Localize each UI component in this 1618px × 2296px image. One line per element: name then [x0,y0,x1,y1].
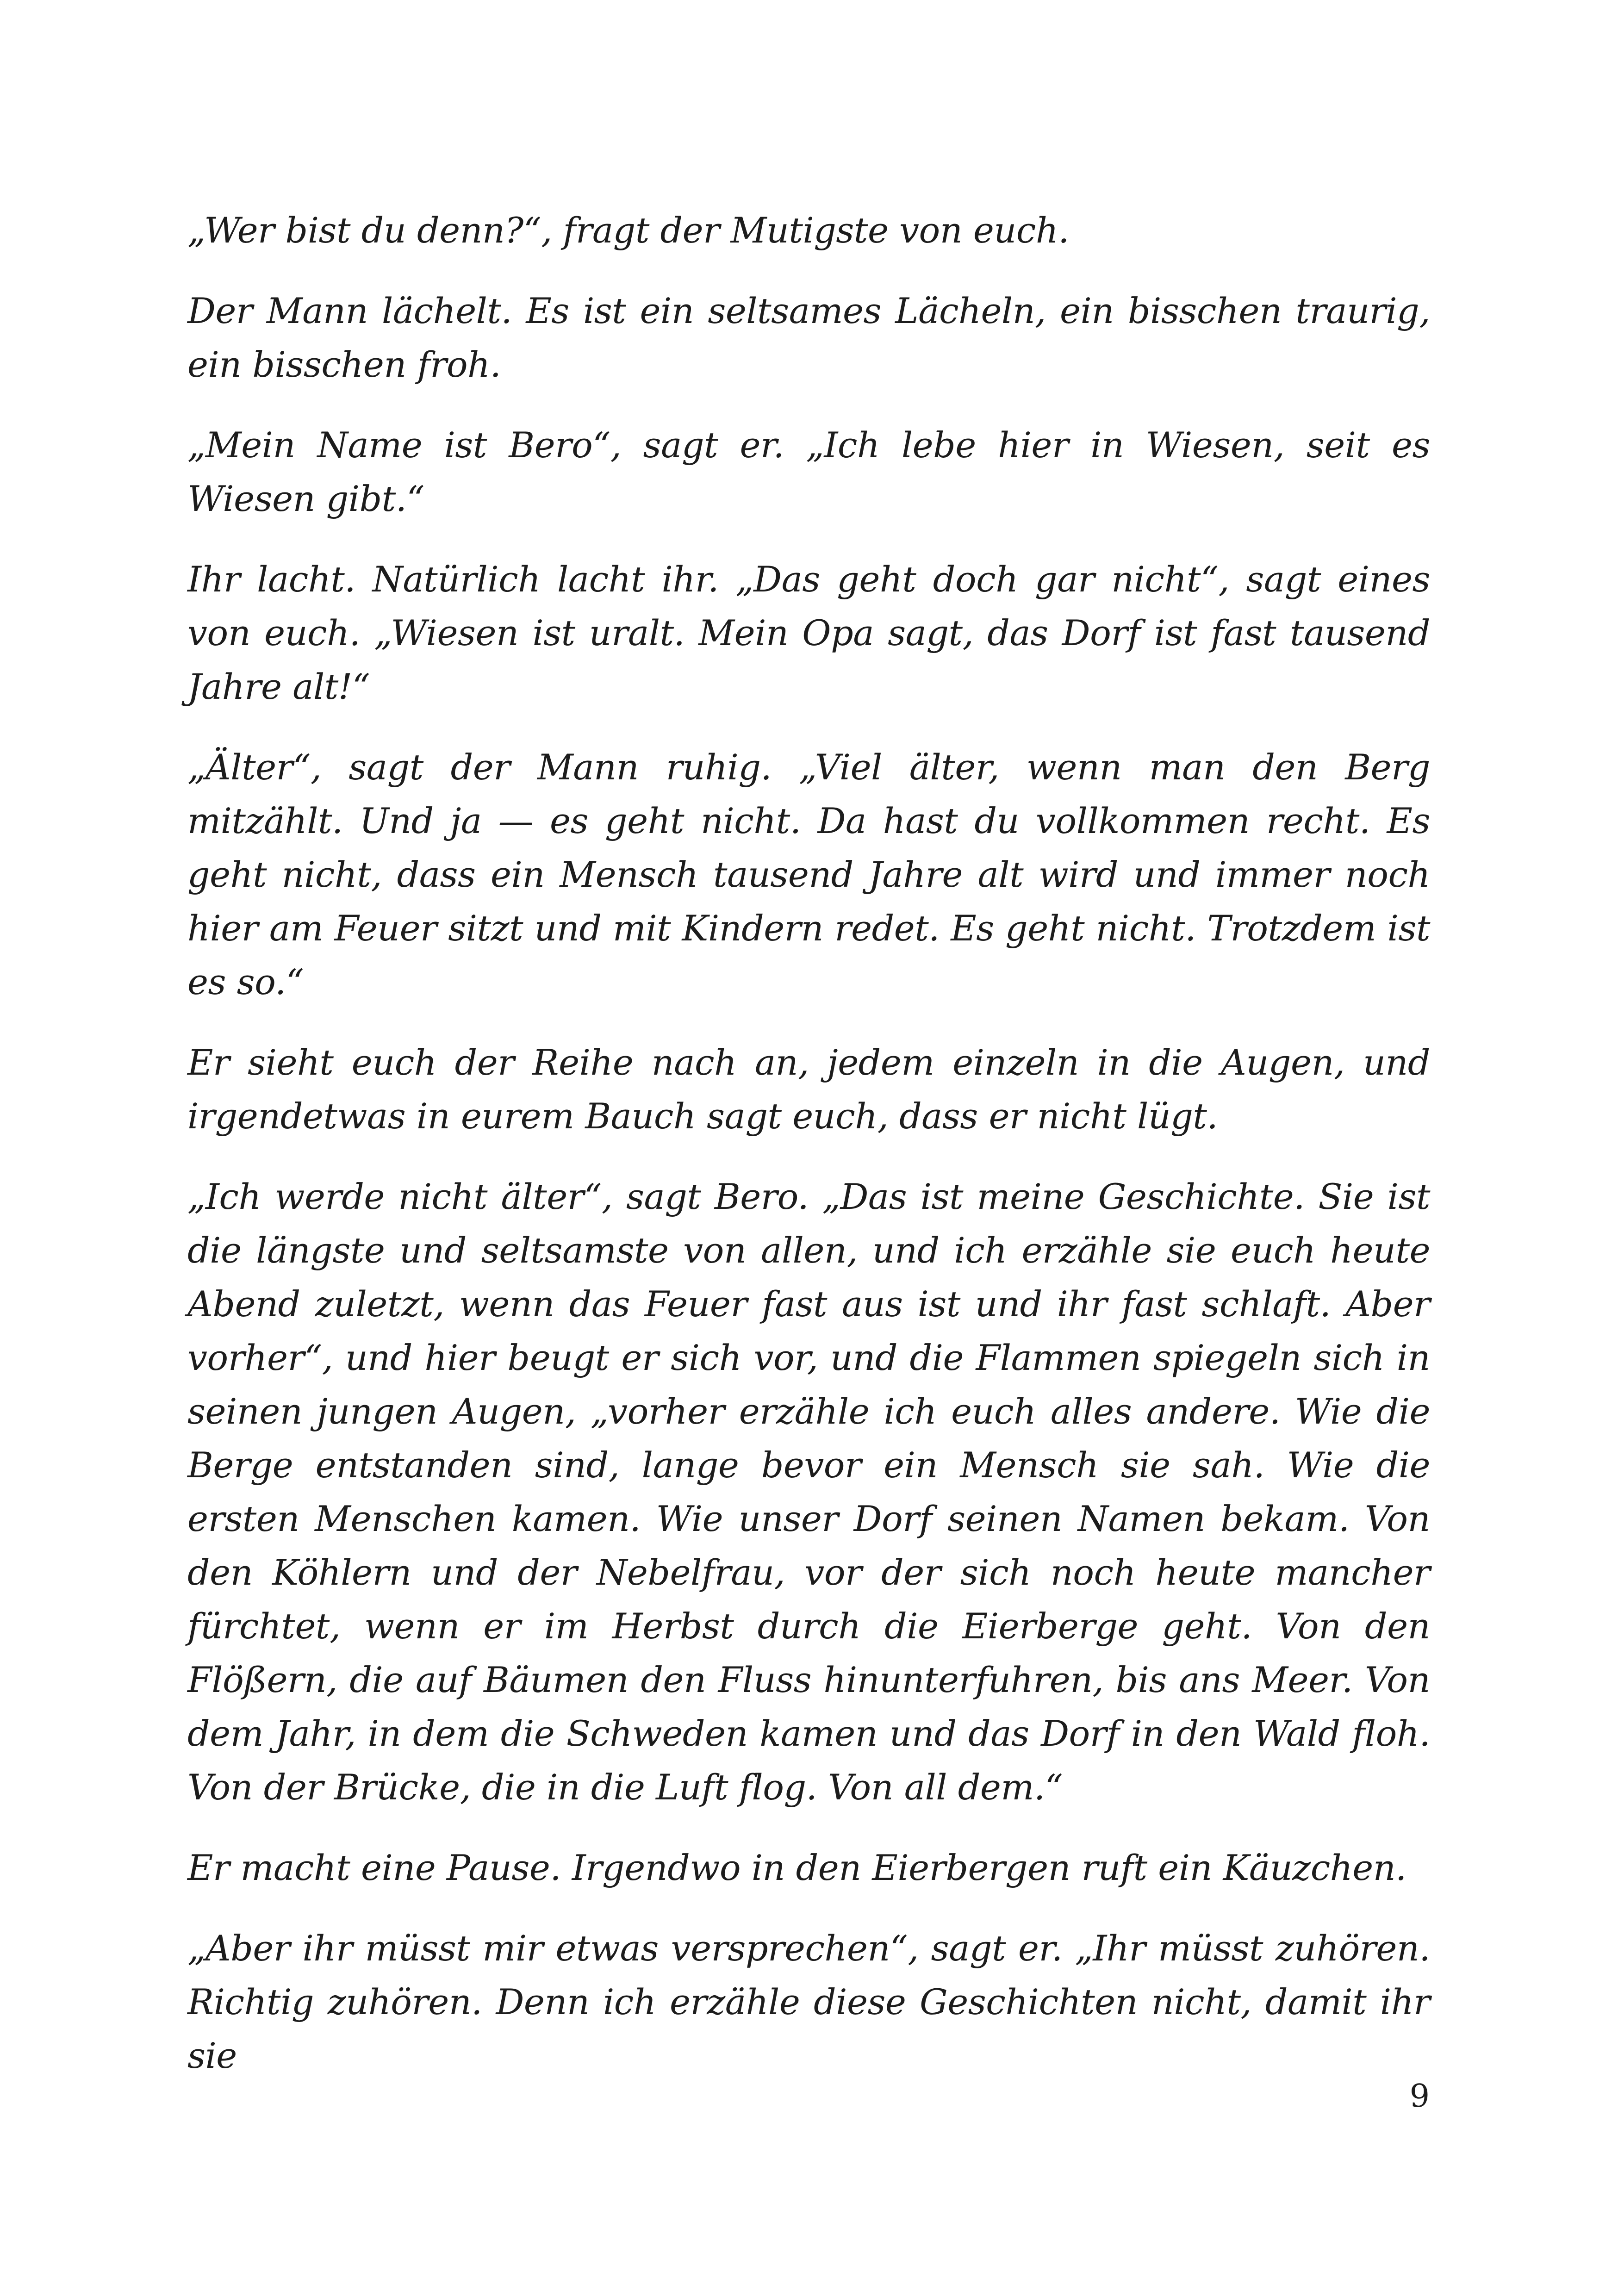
paragraph: „Mein Name ist Bero“, sagt er. „Ich lebe hier in Wiesen, seit es Wiesen gibt.“ [187,424,1430,519]
paragraph: „Älter“, sagt der Mann ruhig. „Viel älter, wenn man den Berg mitzählt. Und ja — es geht nicht. Da hast du vollkommen recht. Es geht nicht, dass ein Mensch tausend Jahre alt wird und immer noch hier am Feuer sitzt und mit Kindern redet. Es geht nicht. Trotzdem ist es so.“ [187,747,1430,1002]
paragraph: „Wer bist du denn?“, fragt der Mutigste von euch. [187,210,1069,251]
paragraph: „Ich werde nicht älter“, sagt Bero. „Das ist meine Geschichte. Sie ist die längste und seltsamste von allen, und ich erzähle sie euch heute Abend zuletzt, wenn das Feuer fast aus ist und ihr fast schlaft. Aber vorher“, und hier beugt er sich vor, und die Flammen spiegeln sich in seinen jungen Augen, „vorher erzähle ich euch alles andere. Wie die Berge entstanden sind, lange bevor ein Mensch sie sah. Wie die ersten Menschen kamen. Wie unser Dorf seinen Namen bekam. Von den Köhlern und der Nebelfrau, vor der sich noch heute mancher fürchtet, wenn er im Herbst durch die Eierberge geht. Von den Flößern, die auf Bäumen den Fluss hinunterfuhren, bis ans Meer. Von dem Jahr, in dem die Schweden kamen und das Dorf in den Wald floh. Von der Brücke, die in die Luft flog. Von all dem.“ [187,1176,1430,1808]
page-number: 9 [1409,2078,1430,2115]
body-text [187,204,1430,2109]
paragraph: Er sieht euch der Reihe nach an, jedem einzeln in die Augen, und irgendetwas in eurem Bauch sagt euch, dass er nicht lügt. [187,1042,1430,1137]
paragraph: Ihr lacht. Natürlich lacht ihr. „Das geht doch gar nicht“, sagt eines von euch. „Wiesen ist uralt. Mein Opa sagt, das Dorf ist fast tausend Jahre alt!“ [187,559,1430,707]
paragraph: Der Mann lächelt. Es ist ein seltsames Lächeln, ein bisschen traurig, ein bisschen froh. [187,290,1430,385]
paragraph: Er macht eine Pause. Irgendwo in den Eierbergen ruft ein Käuzchen. [187,1847,1406,1888]
paragraph: „Aber ihr müsst mir etwas versprechen“, sagt er. „Ihr müsst zuhören. Richtig zuhören. Denn ich erzähle diese Geschichten nicht, damit ihr sie [187,1928,1430,2076]
